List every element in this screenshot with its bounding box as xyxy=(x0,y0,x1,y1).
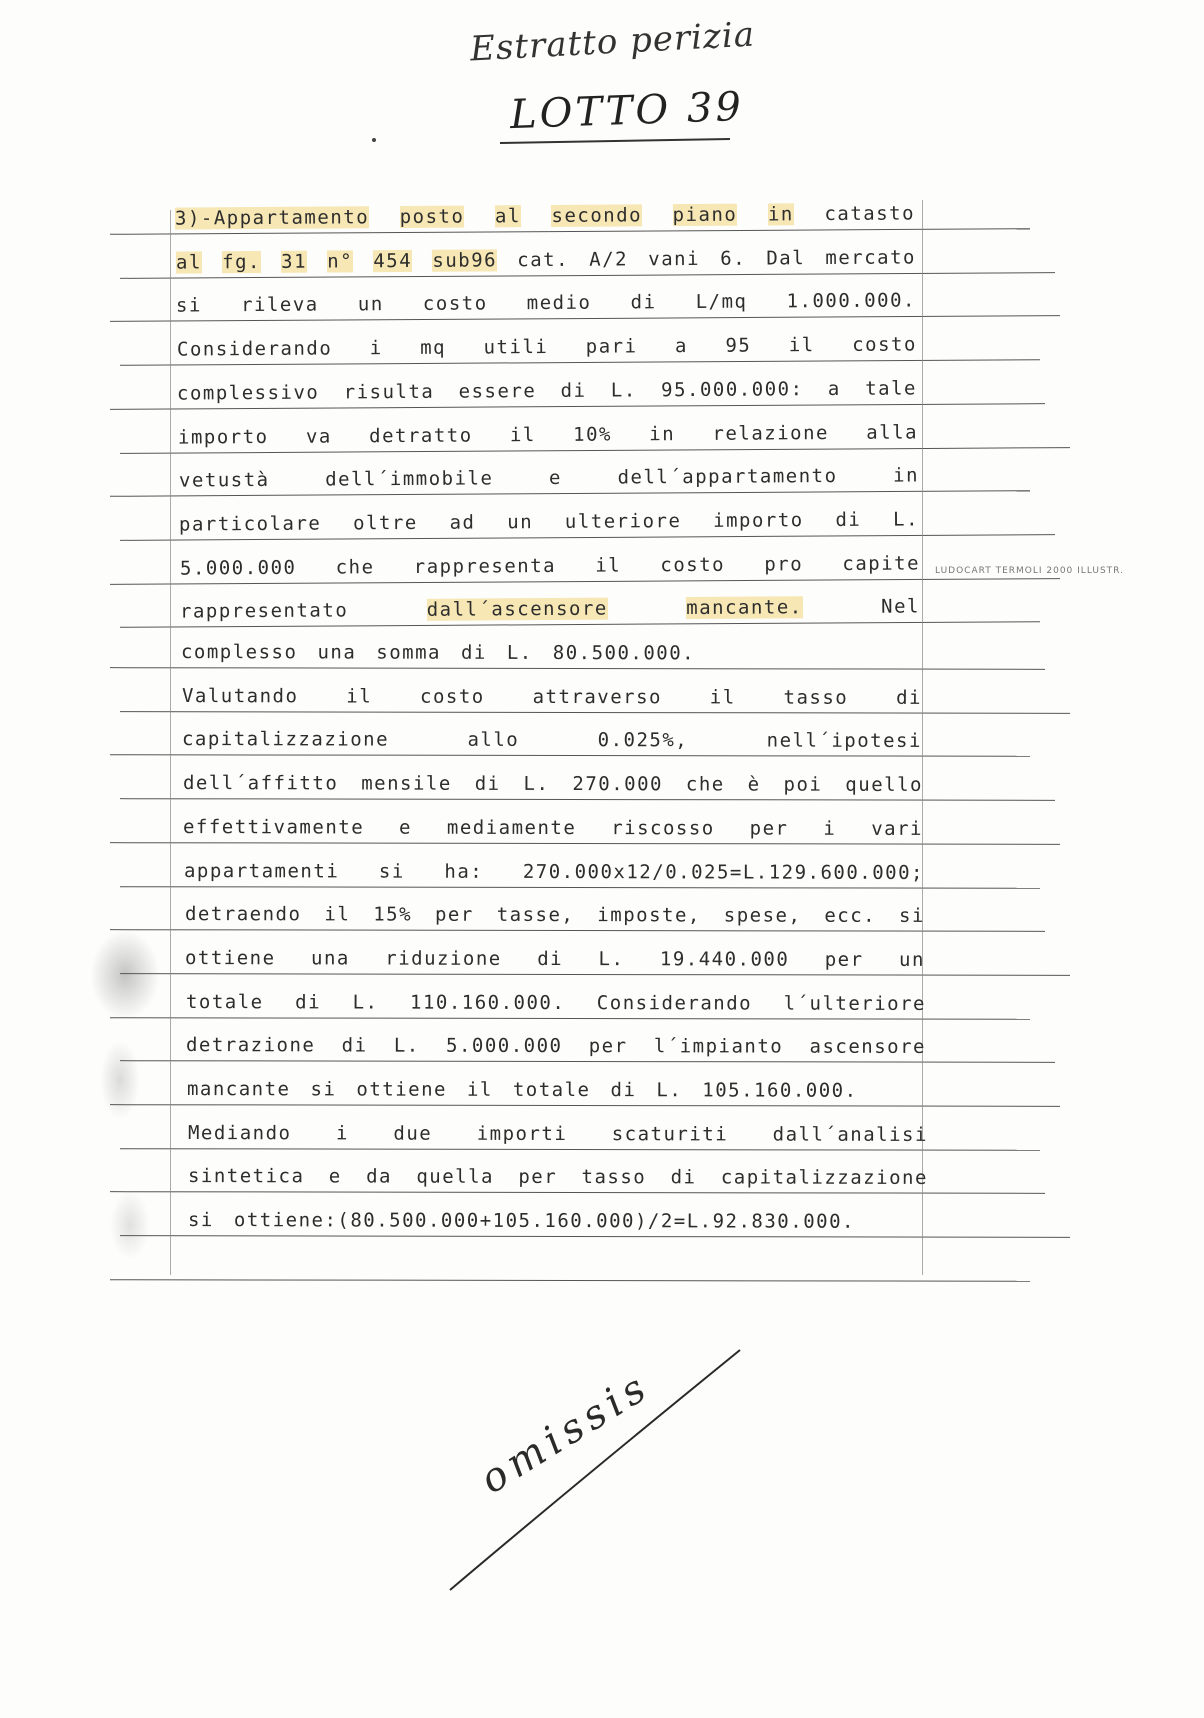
word: L. xyxy=(656,1079,683,1102)
word: di xyxy=(670,1166,697,1189)
word: 3)-Appartamento xyxy=(174,206,370,230)
text-line xyxy=(188,1209,928,1233)
word: di xyxy=(460,641,487,664)
word: scaturiti xyxy=(611,1122,728,1146)
word: rappresenta xyxy=(413,554,556,578)
photocopy-smudge xyxy=(110,1190,150,1260)
ruled-line xyxy=(120,711,1070,714)
text-line xyxy=(185,947,925,971)
word: sub96 xyxy=(431,249,497,272)
word: detratto xyxy=(369,424,473,447)
ruled-line xyxy=(110,1192,1045,1195)
margin-print-note: LUDOCART TERMOLI 2000 ILLUSTR. xyxy=(935,566,1124,576)
ruled-line xyxy=(120,798,1055,801)
word: 270.000 xyxy=(572,773,663,796)
word: di xyxy=(895,686,922,709)
word: tale xyxy=(865,377,918,400)
ruled-line xyxy=(110,842,1060,845)
word: detrazione xyxy=(186,1034,316,1057)
word: ecc. xyxy=(823,904,876,928)
word: ascensore xyxy=(809,1035,927,1059)
ruled-line xyxy=(120,621,1040,628)
word: Dal xyxy=(765,246,805,270)
word: i xyxy=(335,1122,349,1145)
word: di xyxy=(610,1079,637,1102)
word: di xyxy=(560,379,587,402)
word: nell´ipotesi xyxy=(766,729,923,753)
word: ottiene:(80.500.000+105.160.000)/2=L.92.830.000. xyxy=(234,1209,856,1233)
word: ottiene xyxy=(185,946,276,970)
word: importi xyxy=(476,1122,567,1145)
word: il xyxy=(788,334,815,357)
word: due xyxy=(392,1122,432,1145)
word: di xyxy=(294,990,321,1013)
word: si xyxy=(378,860,405,883)
text-line xyxy=(186,1034,926,1058)
signature-text: omissis xyxy=(472,1362,659,1504)
word: che xyxy=(335,555,375,579)
text-line xyxy=(182,685,922,709)
word: al xyxy=(494,205,521,228)
ruled-line xyxy=(110,490,1030,497)
word: 110.160.000. xyxy=(409,991,566,1014)
word: ottiene xyxy=(356,1078,448,1101)
word: dell´appartamento xyxy=(617,465,838,489)
word: n° xyxy=(326,250,353,273)
right-margin-line xyxy=(922,200,923,1275)
word: allo xyxy=(467,729,520,752)
word: quello xyxy=(845,773,923,797)
word: mancante. xyxy=(686,596,804,620)
word: il xyxy=(466,1078,493,1101)
word: a xyxy=(674,335,688,358)
word: ad xyxy=(449,511,476,534)
word: un xyxy=(899,948,926,971)
text-line xyxy=(184,860,924,884)
word: costo xyxy=(423,292,488,316)
word: 19.440.000 xyxy=(660,948,790,971)
word: detraendo xyxy=(184,903,302,926)
word: mediamente xyxy=(447,816,577,839)
word: vetustà xyxy=(178,469,270,492)
word: 10% xyxy=(573,423,613,446)
word: imposte, xyxy=(596,904,701,927)
word: 6. xyxy=(719,247,746,270)
word: mancante xyxy=(186,1078,291,1101)
word: L. xyxy=(523,773,550,796)
ruled-line xyxy=(110,315,1060,322)
photocopy-smudge xyxy=(100,1040,140,1120)
word: rileva xyxy=(241,293,319,317)
word: costo xyxy=(660,553,725,576)
ruled-line xyxy=(120,973,1070,976)
word: in xyxy=(649,422,676,445)
word: il xyxy=(509,423,536,446)
word: importo xyxy=(177,425,269,449)
word: un xyxy=(507,511,534,534)
word: si xyxy=(188,1209,215,1232)
word: 454 xyxy=(372,249,412,272)
word: oltre xyxy=(353,511,419,535)
text-line xyxy=(188,1165,928,1189)
word: A/2 xyxy=(588,248,628,271)
text-line xyxy=(180,552,920,579)
word: un xyxy=(357,293,385,316)
word: spese, xyxy=(723,904,802,927)
word: di xyxy=(474,772,501,795)
word: 15% xyxy=(372,903,412,926)
text-line xyxy=(182,728,922,752)
word: L/mq xyxy=(695,290,748,314)
word: L. xyxy=(611,379,638,402)
word: si xyxy=(898,905,925,928)
text-line xyxy=(183,772,923,796)
word: tasso xyxy=(581,1166,647,1189)
word: 5.000.000 xyxy=(446,1035,563,1058)
ruled-line xyxy=(110,667,1045,670)
word: va xyxy=(305,425,332,448)
word: per xyxy=(518,1166,558,1189)
left-margin-line xyxy=(170,210,171,1275)
photocopy-smudge xyxy=(90,930,160,1020)
word: appartamenti xyxy=(183,859,340,882)
word: il xyxy=(595,554,622,577)
ruled-line xyxy=(120,1148,1040,1151)
handwritten-signature xyxy=(440,1340,760,1600)
word: e xyxy=(399,816,413,839)
word: risulta xyxy=(344,380,435,404)
word: capite xyxy=(842,552,920,575)
word: vani xyxy=(647,247,700,270)
word: pro xyxy=(764,552,804,576)
word: di xyxy=(342,1034,368,1057)
word: riduzione xyxy=(385,947,502,970)
word: il xyxy=(709,686,736,709)
word: l´impianto xyxy=(654,1035,784,1058)
word: l´ulteriore xyxy=(783,992,926,1015)
text-line xyxy=(188,1122,928,1146)
word: da xyxy=(366,1165,393,1188)
word: capitalizzazione xyxy=(182,728,390,751)
word: dell´affitto xyxy=(182,772,339,795)
word: L. xyxy=(893,508,920,531)
word: ha: xyxy=(444,860,484,883)
word: secondo xyxy=(551,204,643,227)
ruled-line xyxy=(120,1060,1055,1063)
ruled-line xyxy=(120,534,1055,541)
word: che xyxy=(685,773,725,796)
word: a xyxy=(828,377,842,400)
word: 0.025%, xyxy=(597,729,689,752)
word: tasso xyxy=(783,686,848,709)
text-line xyxy=(183,816,923,840)
word: 5.000.000 xyxy=(179,556,297,580)
ruled-line xyxy=(120,359,1040,366)
word: complesso xyxy=(180,641,298,664)
word: il xyxy=(323,903,350,926)
word: posto xyxy=(399,205,465,229)
word: alla xyxy=(866,420,919,444)
handwritten-lot-number: LOTTO 39 xyxy=(509,83,745,139)
word: L. xyxy=(598,948,625,971)
word: dall´analisi xyxy=(772,1123,928,1146)
word: Valutando xyxy=(181,684,299,708)
word: dell´immobile xyxy=(324,467,494,491)
word: si xyxy=(310,1078,337,1101)
ruled-line xyxy=(110,1279,1030,1282)
text-line xyxy=(176,246,916,273)
word: 80.500.000. xyxy=(552,642,696,665)
word: piano xyxy=(672,203,738,227)
ruled-line xyxy=(110,929,1045,932)
word: cat. xyxy=(516,248,569,271)
word: quella xyxy=(416,1166,495,1189)
word: riscosso xyxy=(611,816,716,840)
ruled-line xyxy=(110,1017,1030,1020)
text-line xyxy=(186,991,926,1015)
word: L. xyxy=(352,991,379,1014)
word: per xyxy=(589,1035,628,1058)
word: 95.000.000: xyxy=(661,378,804,401)
text-line xyxy=(181,641,921,665)
word: pari xyxy=(585,335,638,358)
word: per xyxy=(824,948,864,971)
word: 105.160.000. xyxy=(702,1079,858,1102)
word: per xyxy=(434,903,474,926)
word: rappresentato xyxy=(180,599,349,623)
word: Considerando xyxy=(596,991,752,1015)
word: ulteriore xyxy=(565,509,682,533)
text-line xyxy=(178,421,918,448)
ruled-line xyxy=(110,228,1030,235)
word: è xyxy=(747,773,761,796)
word: i xyxy=(369,337,383,360)
word: i xyxy=(823,817,837,840)
word: fg. xyxy=(221,250,261,273)
word: si xyxy=(176,294,203,317)
word: di xyxy=(537,947,564,970)
word: totale xyxy=(185,990,264,1013)
ruled-line xyxy=(120,886,1040,889)
ruled-line xyxy=(110,1104,1060,1107)
word: mq xyxy=(419,336,446,359)
word: medio xyxy=(526,292,592,315)
word: in xyxy=(767,203,794,226)
word: vari xyxy=(871,817,924,840)
word: complessivo xyxy=(177,381,320,405)
word: 1.000.000. xyxy=(786,289,917,313)
word: una xyxy=(317,641,357,664)
word: 31 xyxy=(280,250,307,273)
word: relazione xyxy=(712,421,829,445)
word: poi xyxy=(783,773,823,796)
word: una xyxy=(311,947,351,970)
word: tasse, xyxy=(496,904,575,927)
text-line xyxy=(187,1078,927,1102)
word: di xyxy=(835,508,862,531)
word: 95 xyxy=(725,334,752,357)
word: costo xyxy=(851,333,917,356)
word: capitalizzazione xyxy=(721,1166,929,1190)
ruled-line xyxy=(120,1235,1070,1238)
ruled-line xyxy=(110,755,1030,758)
word: attraverso xyxy=(532,685,662,708)
handwritten-underline xyxy=(500,138,730,144)
word: Nel xyxy=(881,595,921,618)
word: per xyxy=(750,817,789,840)
word: e xyxy=(328,1165,342,1188)
word: particolare xyxy=(179,512,322,536)
word: essere xyxy=(458,379,537,403)
word: L. xyxy=(506,641,533,664)
word: effettivamente xyxy=(183,815,365,839)
word: di xyxy=(630,291,657,314)
word: e xyxy=(548,467,562,490)
word: catasto xyxy=(824,202,916,226)
word: Considerando xyxy=(176,337,333,361)
word: dall´ascensore xyxy=(426,597,609,622)
word: importo xyxy=(713,509,804,532)
word: Mediando xyxy=(187,1121,292,1144)
word: somma xyxy=(376,641,442,664)
word: il xyxy=(345,685,372,708)
ink-dot xyxy=(372,138,376,142)
text-line xyxy=(185,903,925,927)
word: 270.000x12/0.025=L.129.600.000; xyxy=(522,860,925,884)
word: mercato xyxy=(824,246,916,269)
word: utili xyxy=(483,336,549,359)
word: mensile xyxy=(360,772,452,795)
word: sintetica xyxy=(188,1165,305,1188)
word: al xyxy=(175,251,202,274)
handwritten-title: Estratto perizia xyxy=(469,14,756,70)
word: in xyxy=(892,464,919,487)
word: L. xyxy=(394,1034,421,1057)
word: costo xyxy=(419,685,485,708)
word: totale xyxy=(512,1078,591,1102)
